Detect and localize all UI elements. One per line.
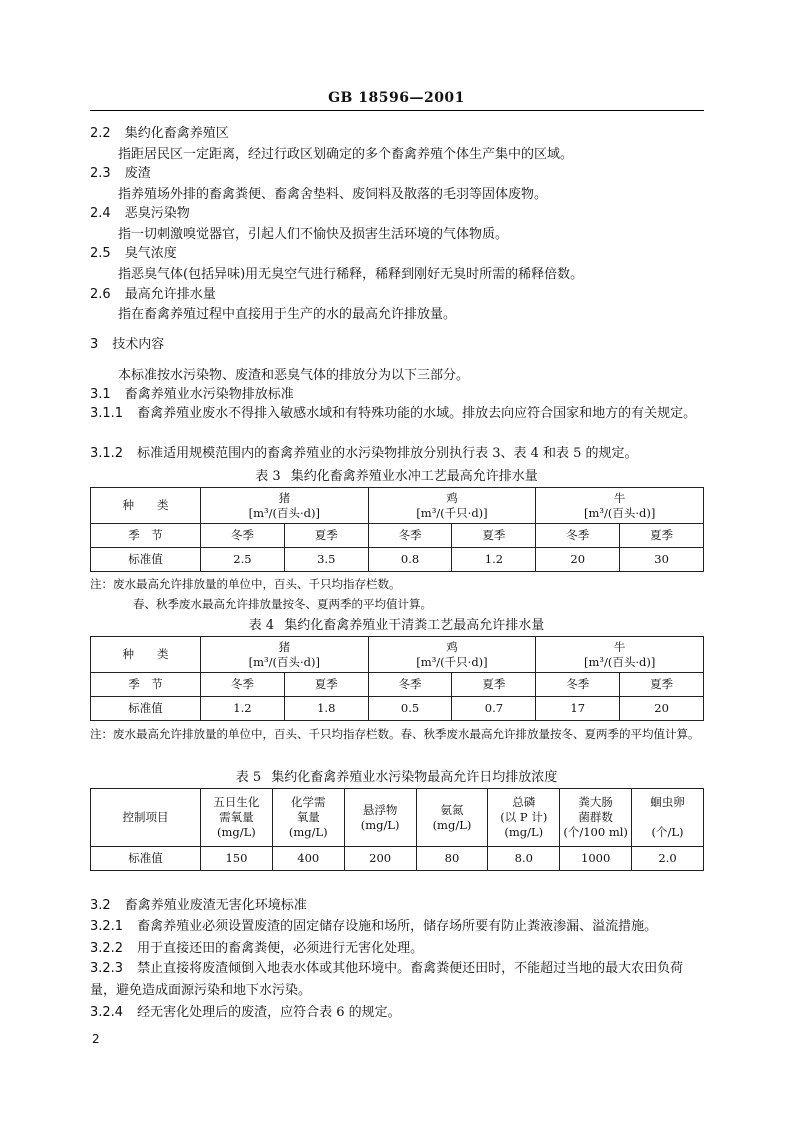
table-title: 集约化畜禽养殖业干清粪工艺最高允许排水量	[284, 618, 545, 633]
section-number: 3	[90, 337, 99, 352]
section-3-2-heading	[90, 897, 307, 914]
season-cell: 冬季	[201, 673, 285, 697]
header-line: 蛔虫卵	[650, 795, 685, 809]
section-2-4-text: 指一切刺激嗅觉器官，引起人们不愉快及损害生活环境的气体物质。	[118, 227, 509, 242]
animal-name: 猪	[278, 639, 291, 654]
section-text: 畜禽养殖业废水不得排入敏感水域和有特殊功能的水域。排放去向应符合国家和地方的有关规定。	[137, 406, 697, 421]
section-text: 禁止直接将废渣倾倒入地表水体或其他环境中。畜禽粪便还田时，不能超过当地的最大农田负荷量，避免造成面源污染和地下水污染。	[90, 961, 684, 998]
section-number: 2.3	[90, 166, 111, 181]
header-rule	[90, 110, 704, 111]
value-cell: 30	[620, 548, 704, 572]
season-cell: 夏季	[284, 673, 368, 697]
value-cell: 20	[536, 548, 620, 572]
section-3-2-2	[90, 940, 423, 957]
season-cell: 冬季	[368, 524, 452, 548]
table3	[90, 487, 704, 572]
animal-header-cell	[201, 488, 369, 524]
animal-unit: [m³/(百头·d)]	[583, 505, 656, 520]
section-title: 技术内容	[112, 337, 165, 352]
header-line: 氨氮	[440, 802, 464, 817]
header-line: (mg/L)	[360, 817, 400, 832]
section-number: 3.2	[90, 898, 111, 913]
season-cell: 夏季	[284, 524, 368, 548]
header-line: 需氧量	[219, 810, 254, 824]
value-cell: 80	[416, 847, 488, 871]
section-3-2-4	[90, 1004, 401, 1021]
value-cell: 3.5	[284, 548, 368, 572]
season-cell: 冬季	[536, 673, 620, 697]
section-3-2-3	[90, 958, 704, 1002]
section-text: 畜禽养殖业必须设置废渣的固定储存设施和场所，储存场所要有防止粪液渗漏、溢流措施。	[137, 919, 658, 934]
section-number: 3.1.2	[90, 446, 124, 461]
section-title: 废渣	[124, 166, 151, 181]
value-cell: 0.7	[452, 697, 536, 721]
column-header-cell	[344, 789, 416, 847]
kind-label-cell: 种 类	[91, 488, 201, 524]
table3-note-2: 春、秋季废水最高允许排放量按冬、夏两季的平均值计算。	[133, 597, 432, 611]
section-number: 3.2.2	[90, 941, 124, 956]
season-label-cell: 季 节	[91, 673, 201, 697]
table4-caption	[0, 614, 793, 633]
table-number: 表 5	[235, 770, 262, 785]
header-line: (mg/L)	[432, 817, 472, 832]
section-number: 2.2	[90, 126, 111, 141]
table-number: 表 4	[248, 618, 275, 633]
section-number: 2.5	[90, 246, 111, 261]
value-cell: 2.5	[201, 548, 285, 572]
section-2-5-heading	[90, 245, 177, 262]
section-number: 3.1	[90, 387, 111, 402]
section-3-text: 本标准按水污染物、废渣和恶臭气体的排放分为以下三部分。	[118, 368, 470, 383]
animal-name: 牛	[613, 639, 626, 654]
season-cell: 冬季	[536, 524, 620, 548]
table-title: 集约化畜禽养殖业水污染物最高允许日均排放浓度	[271, 770, 558, 785]
animal-unit: [m³/(千只·d)]	[416, 505, 488, 520]
animal-unit: [m³/(百头·d)]	[248, 654, 320, 669]
section-2-4-heading	[90, 205, 190, 222]
section-title: 臭气浓度	[124, 246, 177, 261]
section-3-heading	[90, 336, 164, 353]
season-cell: 夏季	[452, 524, 536, 548]
header-line: (个/L)	[651, 825, 684, 839]
header-line: 五日生化	[213, 795, 260, 809]
value-cell: 1.2	[201, 697, 285, 721]
section-number: 3.2.1	[90, 919, 124, 934]
animal-unit: [m³/(百头·d)]	[583, 654, 656, 669]
table5-caption	[0, 766, 793, 785]
value-cell: 2.0	[632, 847, 704, 871]
value-cell: 150	[201, 847, 273, 871]
section-text: 标准适用规模范围内的畜禽养殖业的水污染物排放分别执行表 3、表 4 和表 5 的规定。	[137, 446, 638, 461]
section-2-6-heading	[90, 286, 216, 303]
value-cell: 0.5	[368, 697, 452, 721]
header-line: (以 P 计)	[500, 810, 548, 824]
table4	[90, 636, 704, 721]
page-number: 2	[92, 1032, 100, 1046]
animal-name: 鸡	[446, 639, 458, 654]
section-3-1-2	[90, 445, 638, 462]
table3-note-1: 注：废水最高允许排放量的单位中，百头、千只均指存栏数。	[90, 577, 401, 591]
column-header-cell	[560, 789, 632, 847]
section-number: 2.4	[90, 206, 111, 221]
control-label-cell: 控制项目	[91, 789, 201, 847]
header-line: 氧量	[296, 810, 320, 824]
animal-header-cell	[536, 637, 704, 673]
table4-note: 注：废水最高允许排放量的单位中，百头、千只均指存栏数。春、秋季废水最高允许排放量按冬、夏两季的平均值计算。	[90, 727, 700, 741]
section-title: 畜禽养殖业水污染物排放标准	[124, 387, 294, 402]
season-cell: 夏季	[620, 524, 704, 548]
section-2-6-text: 指在畜禽养殖过程中直接用于生产的水的最高允许排放量。	[118, 307, 457, 322]
value-cell: 8.0	[488, 847, 560, 871]
section-2-2-text: 指距居民区一定距离，经过行政区划确定的多个畜禽养殖个体生产集中的区域。	[118, 147, 574, 162]
section-3-2-1	[90, 918, 657, 935]
page-header: GB 18596—2001	[328, 90, 465, 106]
section-title: 集约化畜禽养殖区	[124, 126, 229, 141]
animal-name: 鸡	[446, 490, 458, 505]
value-cell: 0.8	[368, 548, 452, 572]
kind-label-cell: 种 类	[91, 637, 201, 673]
column-header-cell	[416, 789, 488, 847]
header-line: (mg/L)	[504, 825, 544, 839]
section-number: 3.2.3	[90, 961, 124, 976]
animal-header-cell	[368, 488, 536, 524]
animal-name: 猪	[278, 490, 291, 505]
std-label-cell: 标准值	[91, 847, 201, 871]
std-label-cell: 标准值	[91, 548, 201, 572]
section-2-3-heading	[90, 165, 151, 182]
animal-name: 牛	[613, 490, 626, 505]
value-cell: 17	[536, 697, 620, 721]
section-number: 2.6	[90, 287, 111, 302]
value-cell: 1.2	[452, 548, 536, 572]
value-cell: 20	[620, 697, 704, 721]
season-label-cell: 季 节	[91, 524, 201, 548]
season-cell: 夏季	[452, 673, 536, 697]
section-2-3-text: 指养殖场外排的畜禽粪便、畜禽舍垫料、废饲料及散落的毛羽等固体废物。	[118, 187, 548, 202]
header-line: 粪大肠	[578, 795, 613, 809]
value-cell: 1.8	[284, 697, 368, 721]
section-3-1-heading	[90, 386, 294, 403]
header-line: (个/100 ml)	[563, 825, 628, 839]
header-line: (mg/L)	[217, 825, 256, 839]
season-cell: 冬季	[368, 673, 452, 697]
animal-header-cell	[201, 637, 369, 673]
section-2-2-heading	[90, 125, 229, 142]
column-header-cell	[632, 789, 704, 847]
section-title: 最高允许排水量	[124, 287, 216, 302]
section-title: 畜禽养殖业废渣无害化环境标准	[124, 898, 307, 913]
section-number: 3.2.4	[90, 1005, 124, 1020]
table3-caption	[0, 465, 793, 484]
table-title: 集约化畜禽养殖业水冲工艺最高允许排水量	[290, 469, 538, 484]
section-number: 3.1.1	[90, 406, 124, 421]
header-line: 化学需	[291, 795, 326, 809]
column-header-cell	[488, 789, 560, 847]
section-2-5-text: 指恶臭气体(包括异味)用无臭空气进行稀释，稀释到刚好无臭时所需的稀释倍数。	[118, 267, 584, 282]
section-text: 经无害化处理后的废渣，应符合表 6 的规定。	[137, 1005, 401, 1020]
animal-unit: [m³/(百头·d)]	[248, 505, 320, 520]
column-header-cell	[201, 789, 273, 847]
header-line: 总磷	[512, 795, 536, 809]
section-title: 恶臭污染物	[124, 206, 190, 221]
season-cell: 夏季	[620, 673, 704, 697]
animal-header-cell	[368, 637, 536, 673]
animal-unit: [m³/(千只·d)]	[416, 654, 488, 669]
table5	[90, 788, 704, 871]
column-header-cell	[272, 789, 344, 847]
header-line: 菌群数	[578, 810, 613, 824]
value-cell: 200	[344, 847, 416, 871]
table-number: 表 3	[255, 469, 281, 484]
value-cell: 1000	[560, 847, 632, 871]
section-3-1-1	[90, 403, 704, 425]
season-cell: 冬季	[201, 524, 285, 548]
header-line: 悬浮物	[362, 802, 398, 817]
animal-header-cell	[536, 488, 704, 524]
section-text: 用于直接还田的畜禽粪便，必须进行无害化处理。	[137, 941, 424, 956]
value-cell: 400	[272, 847, 344, 871]
header-line: (mg/L)	[288, 825, 328, 839]
std-label-cell: 标准值	[91, 697, 201, 721]
